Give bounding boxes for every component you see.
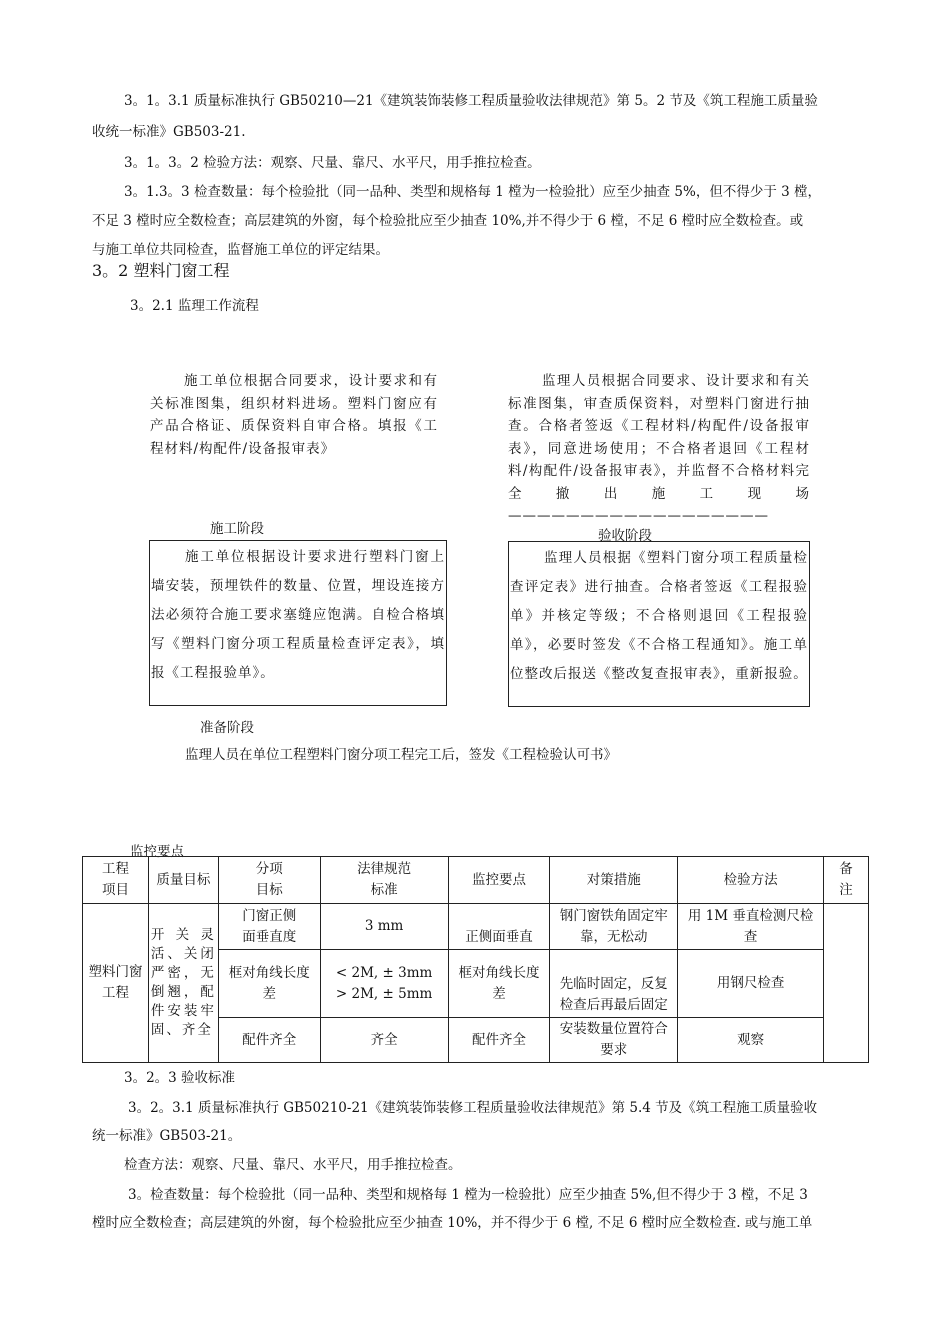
header-measures: 对策措施	[550, 857, 678, 904]
cell-points: 配件齐全	[448, 1018, 550, 1063]
paragraph-inspection-quantity-2-line1: 3。检查数量：每个检验批（同一品种、类型和规格每 1 樘为一检验批）应至少抽查 5%,但不得少于 3 樘，不足 3	[128, 1187, 808, 1203]
header-sub-target: 分项 目标	[218, 857, 320, 904]
section-heading: 3。2 塑料门窗工程	[92, 261, 230, 280]
paragraph-quality-standard-2-line2: 统一标准》GB503-21。	[92, 1128, 242, 1144]
paragraph-inspection-quantity-line3: 与施工单位共同检查，监督施工单位的评定结果。	[92, 242, 389, 258]
header-method: 检验方法	[678, 857, 824, 904]
cell-sub: 门窗正侧 面垂直度	[218, 904, 320, 950]
paragraph-inspection-method: 3。1。3。2 检验方法：观察、尺量、靠尺、水平尺，用手推拉检查。	[124, 155, 541, 171]
paragraph-quality-standard-2-line1: 3。2。3.1 质量标准执行 GB50210-21《建筑装饰装修工程质量验收法律规范》第 5.4 节及《筑工程施工质量验收	[128, 1100, 818, 1116]
paragraph-acceptance-standard: 3。2。3 验收标准	[124, 1070, 236, 1086]
paragraph-inspection-quantity-line1: 3。1.3。3 检查数量：每个检验批（同一品种、类型和规格每 1 樘为一检验批）应至少抽查 5%，但不得少于 3 樘，	[124, 184, 821, 200]
subsection-heading: 3。2.1 监理工作流程	[130, 298, 259, 314]
paragraph-quality-standard-line2: 收统一标准》GB503-21.	[92, 124, 246, 140]
paragraph-inspection-method-2: 检查方法：观察、尺量、靠尺、水平尺，用手推拉检查。	[124, 1157, 462, 1173]
cell-measures: 安装数量位置符合 要求	[550, 1018, 678, 1063]
header-project: 工程 项目	[83, 857, 149, 904]
header-law-standard: 法律规范 标准	[320, 857, 448, 904]
paragraph-inspection-quantity-line2: 不足 3 樘时应全数检查；高层建筑的外窗，每个检验批应至少抽查 10%,并不得少于 6 樘，不足 6 樘时应全数检查。或	[92, 213, 804, 229]
paragraph-inspection-quantity-2-line2: 樘时应全数检查；高层建筑的外窗，每个检验批应至少抽查 10%，并不得少于 6 樘, 不足 6 樘时应全数检查. 或与施工单	[92, 1215, 813, 1231]
flow-step-supervisor-review: 监理人员根据合同要求、设计要求和有关标准图集，审查质保资料，对塑料门窗进行抽查。合格者签返《工程材料/构配件/设备报审表》，同意进场使用；不合格者退回《工程材料/构配件/设备报审表》，并监督不合格材料完全撤出施工现场——————————————————	[508, 373, 810, 524]
header-note: 备 注	[823, 857, 868, 904]
cell-quality-target: 开关灵活、关闭严密，无倒翘，配件安装牢固、齐全	[148, 904, 218, 1063]
flow-final-step: 监理人员在单位工程塑料门窗分项工程完工后，签发《工程检验认可书》	[185, 747, 617, 763]
cell-method: 用 1M 垂直检测尺检 查	[678, 904, 824, 950]
cell-law: 齐全	[320, 1018, 448, 1063]
cell-points: 正侧面垂直	[448, 904, 550, 950]
cell-sub: 配件齐全	[218, 1018, 320, 1063]
cell-points: 框对角线长度 差	[448, 950, 550, 1018]
cell-law: 3 mm	[320, 904, 448, 950]
table-row	[83, 904, 869, 950]
header-monitor-points: 监控要点	[448, 857, 550, 904]
cell-note	[823, 904, 868, 1063]
label-construction-stage: 施工阶段	[210, 521, 264, 537]
cell-measures: 先临时固定，反复 检查后再最后固定	[550, 950, 678, 1018]
table-caption: 监控要点	[130, 844, 184, 860]
cell-sub: 框对角线长度 差	[218, 950, 320, 1018]
header-quality-target: 质量目标	[148, 857, 218, 904]
table-header-row	[83, 857, 869, 904]
flow-box-installation: 施工单位根据设计要求进行塑料门窗上墙安装，预埋铁件的数量、位置，埋设连接方法必须符合施工要求塞缝应饱满。自检合格填写《塑料门窗分项工程质量检查评定表》，填报《工程报验单》。	[149, 540, 447, 706]
monitoring-table	[82, 856, 869, 1063]
flow-step-contractor-materials: 施工单位根据合同要求，设计要求和有关标准图集，组织材料进场。塑料门窗应有产品合格证、质保资料自审合格。填报《工程材料/构配件/设备报审表》	[150, 373, 438, 457]
label-acceptance-stage: 验收阶段	[598, 528, 652, 544]
cell-method: 观察	[678, 1018, 824, 1063]
label-preparation-stage: 准备阶段	[200, 720, 254, 736]
cell-measures: 钢门窗铁角固定牢 靠，无松动	[550, 904, 678, 950]
cell-method: 用钢尺检查	[678, 950, 824, 1018]
flow-box-acceptance: 监理人员根据《塑料门窗分项工程质量检查评定表》进行抽查。合格者签返《工程报验单》并核定等级；不合格则退回《工程报验单》，必要时签发《不合格工程通知》。施工单位整改后报送《整改复查报审表》，重新报验。	[508, 541, 810, 707]
cell-law: < 2M, ± 3mm > 2M, ± 5mm	[320, 950, 448, 1018]
paragraph-quality-standard-line1: 3。1。3.1 质量标准执行 GB50210—21《建筑装饰装修工程质量验收法律规范》第 5。2 节及《筑工程施工质量验	[124, 93, 818, 109]
cell-project-name: 塑料门窗 工程	[83, 904, 149, 1063]
